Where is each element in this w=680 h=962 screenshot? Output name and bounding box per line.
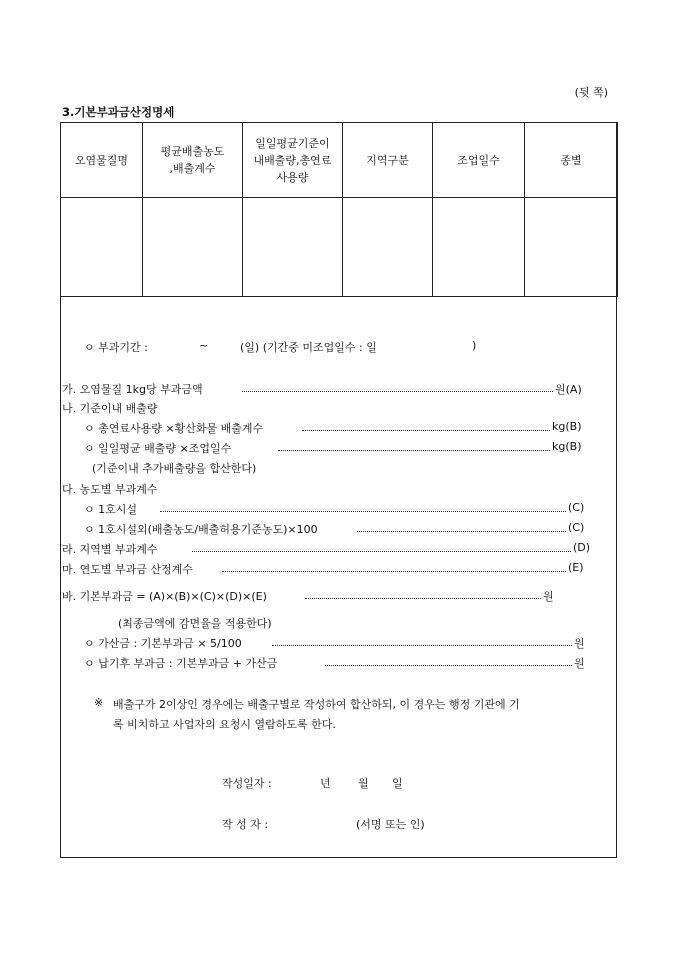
period-suffix: (일) (기간중 미조업일수 : 일 (240, 341, 377, 354)
page-note: (뒷 쪽) (574, 86, 608, 99)
item-text: ㅇ 총연료사용량 ×황산화물 배출계수 (84, 422, 264, 435)
item-text: 바. 기본부과금 = (A)×(B)×(C)×(D)×(E) (62, 590, 267, 603)
item-text: (기준이내 추가배출량을 합산한다) (92, 462, 257, 475)
table-row (61, 198, 618, 297)
note-mark: ※ (94, 696, 104, 709)
item-text: 가. 오염물질 1kg당 부과금액 (62, 383, 203, 396)
header-class: 종별 (525, 123, 618, 198)
cell-pollutant[interactable] (61, 198, 143, 297)
item-text: (최종금액에 감면율을 적용한다) (118, 617, 272, 630)
section-title: 3.기본부과금산정명세 (62, 105, 175, 119)
date-month: 월 (358, 777, 369, 790)
writer-label: 작 성 자 : (222, 818, 269, 831)
dotted-leader (302, 430, 550, 431)
item-text: ㅇ 납기후 부과금 : 기본부과금 + 가산금 (84, 657, 278, 670)
dotted-leader (192, 551, 571, 552)
item-result: 원(A) (555, 383, 582, 396)
item-text: ㅇ 일일평균 배출량 ×조업일수 (84, 442, 232, 455)
item-text: 마. 연도별 부과금 산정계수 (62, 563, 193, 576)
signature-field: (서명 또는 인) (356, 818, 425, 831)
note-line-1: 배출구가 2이상인 경우에는 배출구별로 작성하여 합산하되, 이 경우는 행정 기관에 기 (113, 698, 520, 711)
item-text: ㅇ 1호시설외(배출농도/배출허용기준농도)×100 (84, 523, 318, 536)
cell-daily-emission[interactable] (243, 198, 343, 297)
item-result: (C) (568, 521, 585, 534)
date-label: 작성일자 : (222, 777, 272, 790)
item-text: ㅇ 1호시설 (84, 503, 137, 516)
cell-region[interactable] (343, 198, 433, 297)
item-text: ㅇ 가산금 : 기본부과금 × 5/100 (84, 637, 242, 650)
dotted-leader (222, 571, 566, 572)
date-day: 일 (392, 777, 403, 790)
dotted-leader (278, 450, 550, 451)
dotted-leader (160, 511, 566, 512)
header-avg-concentration: 평균배출농도 ,배출계수 (143, 123, 243, 198)
dotted-leader (305, 598, 541, 599)
item-result: (C) (568, 501, 585, 514)
period-tilde: ~ (199, 339, 209, 352)
item-result: (E) (568, 561, 584, 574)
dotted-leader (242, 391, 553, 392)
item-result: kg(B) (552, 440, 582, 453)
period-label: ㅇ 부과기간 : (84, 341, 148, 354)
period-close: ) (472, 339, 477, 352)
item-text: 다. 농도별 부과계수 (62, 483, 158, 496)
header-pollutant: 오염물질명 (61, 123, 143, 198)
cell-operating-days[interactable] (433, 198, 525, 297)
dotted-leader (325, 665, 572, 666)
dotted-leader (357, 531, 566, 532)
dotted-leader (272, 645, 572, 646)
item-text: 라. 지역별 부과계수 (62, 543, 158, 556)
calculation-table (60, 122, 618, 297)
item-result: 원 (574, 637, 585, 650)
item-text: 나. 기준이내 배출량 (62, 402, 158, 415)
table-header-row (61, 123, 618, 198)
header-daily-emission: 일일평균기준이 내배출량,총연료 사용량 (243, 123, 343, 198)
date-year: 년 (320, 777, 331, 790)
header-region: 지역구분 (343, 123, 433, 198)
header-operating-days: 조업일수 (433, 123, 525, 198)
item-result: (D) (573, 541, 591, 554)
item-result: 원 (574, 657, 585, 670)
note-line-2: 록 비치하고 사업자의 요청시 열람하도록 한다. (113, 718, 336, 731)
cell-class[interactable] (525, 198, 618, 297)
item-result: kg(B) (552, 420, 582, 433)
item-result: 원 (543, 590, 554, 603)
cell-avg-concentration[interactable] (143, 198, 243, 297)
